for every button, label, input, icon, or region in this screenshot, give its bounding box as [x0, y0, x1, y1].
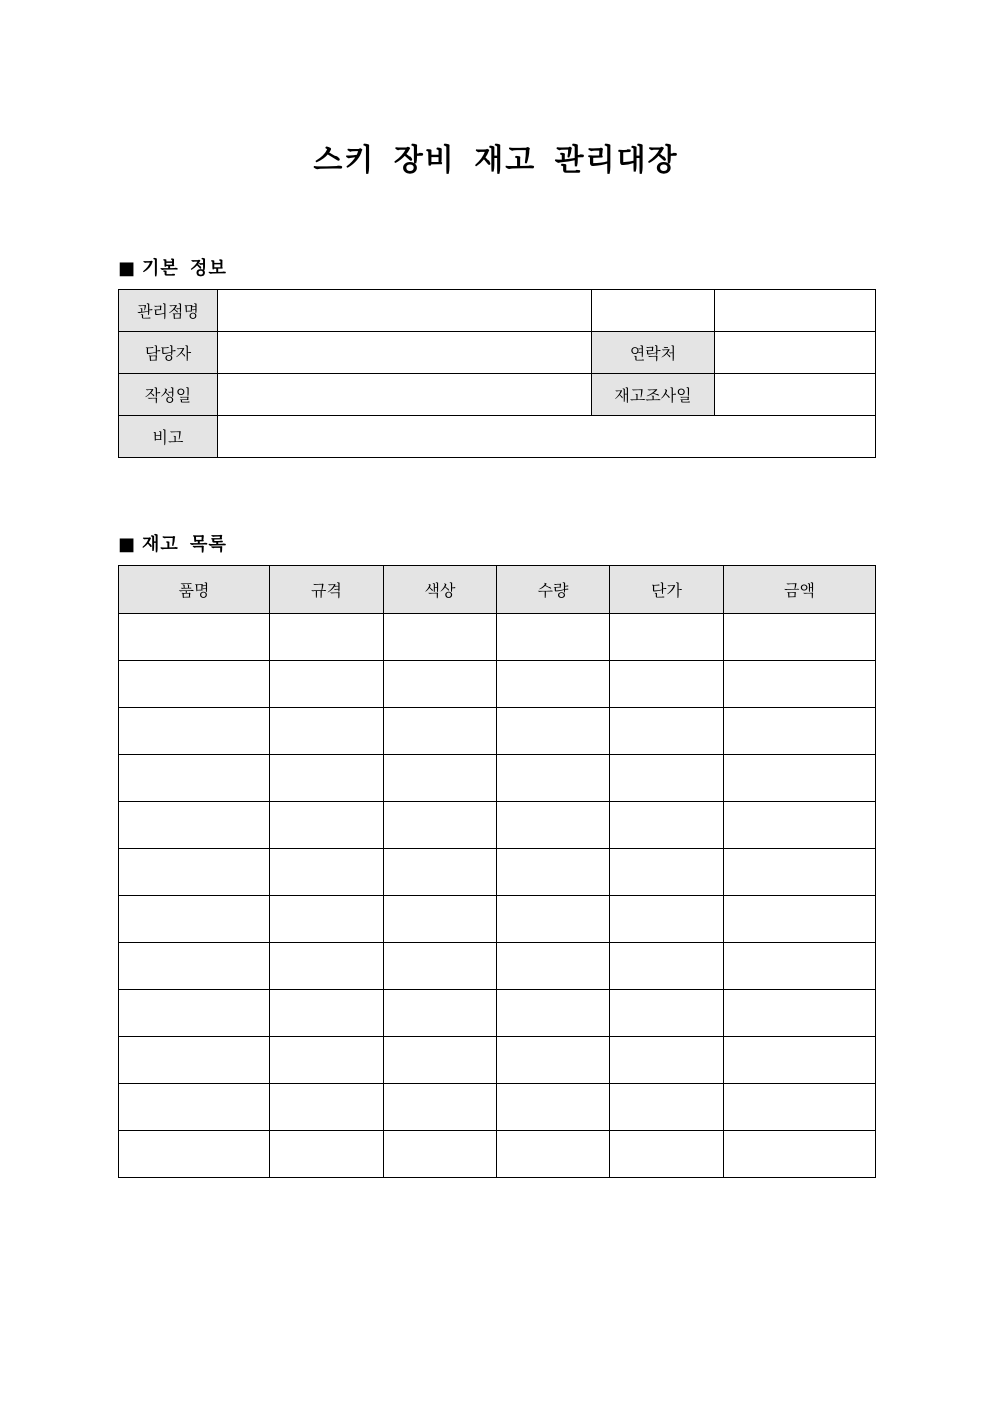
- column-header-item-name: 품명: [119, 566, 270, 614]
- inventory-date-label: 재고조사일: [592, 374, 715, 416]
- item-name-cell[interactable]: [119, 755, 270, 802]
- square-bullet-icon: ■: [118, 258, 137, 279]
- spec-cell[interactable]: [270, 1037, 384, 1084]
- color-cell[interactable]: [384, 990, 497, 1037]
- date-written-field[interactable]: [218, 374, 592, 416]
- unit-price-cell[interactable]: [610, 708, 724, 755]
- color-cell[interactable]: [384, 661, 497, 708]
- quantity-cell[interactable]: [497, 1037, 610, 1084]
- unit-price-cell[interactable]: [610, 896, 724, 943]
- table-row: [119, 708, 876, 755]
- spec-cell[interactable]: [270, 943, 384, 990]
- quantity-cell[interactable]: [497, 802, 610, 849]
- spec-cell[interactable]: [270, 708, 384, 755]
- table-row: [119, 614, 876, 661]
- store-name-label: 관리점명: [119, 290, 218, 332]
- table-row: [119, 661, 876, 708]
- unit-price-cell[interactable]: [610, 1131, 724, 1178]
- amount-cell[interactable]: [724, 943, 876, 990]
- item-name-cell[interactable]: [119, 990, 270, 1037]
- info-blank-label: [592, 290, 715, 332]
- column-header-color: 색상: [384, 566, 497, 614]
- square-bullet-icon: ■: [118, 534, 137, 555]
- spec-cell[interactable]: [270, 990, 384, 1037]
- date-written-label: 작성일: [119, 374, 218, 416]
- quantity-cell[interactable]: [497, 661, 610, 708]
- amount-cell[interactable]: [724, 1131, 876, 1178]
- info-row-store: [119, 290, 876, 332]
- unit-price-cell[interactable]: [610, 802, 724, 849]
- amount-cell[interactable]: [724, 990, 876, 1037]
- color-cell[interactable]: [384, 943, 497, 990]
- item-name-cell[interactable]: [119, 1131, 270, 1178]
- quantity-cell[interactable]: [497, 990, 610, 1037]
- quantity-cell[interactable]: [497, 614, 610, 661]
- spec-cell[interactable]: [270, 614, 384, 661]
- remarks-label: 비고: [119, 416, 218, 458]
- column-header-amount: 금액: [724, 566, 876, 614]
- unit-price-cell[interactable]: [610, 661, 724, 708]
- contact-field[interactable]: [715, 332, 876, 374]
- item-name-cell[interactable]: [119, 708, 270, 755]
- item-name-cell[interactable]: [119, 943, 270, 990]
- color-cell[interactable]: [384, 708, 497, 755]
- table-row: [119, 896, 876, 943]
- info-row-manager: [119, 332, 876, 374]
- item-name-cell[interactable]: [119, 802, 270, 849]
- color-cell[interactable]: [384, 1037, 497, 1084]
- manager-label: 담당자: [119, 332, 218, 374]
- inventory-table: [118, 565, 876, 1178]
- amount-cell[interactable]: [724, 1084, 876, 1131]
- info-row-dates: [119, 374, 876, 416]
- color-cell[interactable]: [384, 849, 497, 896]
- table-row: [119, 1037, 876, 1084]
- spec-cell[interactable]: [270, 1084, 384, 1131]
- color-cell[interactable]: [384, 1084, 497, 1131]
- inventory-heading-text: 재고 목록: [142, 534, 227, 555]
- quantity-cell[interactable]: [497, 849, 610, 896]
- amount-cell[interactable]: [724, 802, 876, 849]
- table-row: [119, 943, 876, 990]
- item-name-cell[interactable]: [119, 1037, 270, 1084]
- item-name-cell[interactable]: [119, 849, 270, 896]
- amount-cell[interactable]: [724, 896, 876, 943]
- item-name-cell[interactable]: [119, 614, 270, 661]
- table-row: [119, 1131, 876, 1178]
- unit-price-cell[interactable]: [610, 943, 724, 990]
- amount-cell[interactable]: [724, 661, 876, 708]
- remarks-field[interactable]: [218, 416, 876, 458]
- quantity-cell[interactable]: [497, 1131, 610, 1178]
- quantity-cell[interactable]: [497, 943, 610, 990]
- unit-price-cell[interactable]: [610, 1084, 724, 1131]
- basic-info-heading: [118, 254, 227, 280]
- unit-price-cell[interactable]: [610, 755, 724, 802]
- item-name-cell[interactable]: [119, 661, 270, 708]
- spec-cell[interactable]: [270, 896, 384, 943]
- color-cell[interactable]: [384, 614, 497, 661]
- inventory-date-field[interactable]: [715, 374, 876, 416]
- unit-price-cell[interactable]: [610, 849, 724, 896]
- unit-price-cell[interactable]: [610, 614, 724, 661]
- spec-cell[interactable]: [270, 849, 384, 896]
- color-cell[interactable]: [384, 755, 497, 802]
- column-header-quantity: 수량: [497, 566, 610, 614]
- amount-cell[interactable]: [724, 708, 876, 755]
- quantity-cell[interactable]: [497, 755, 610, 802]
- table-row: [119, 849, 876, 896]
- column-header-spec: 규격: [270, 566, 384, 614]
- column-header-unit-price: 단가: [610, 566, 724, 614]
- quantity-cell[interactable]: [497, 708, 610, 755]
- table-row: [119, 802, 876, 849]
- quantity-cell[interactable]: [497, 896, 610, 943]
- unit-price-cell[interactable]: [610, 1037, 724, 1084]
- inventory-heading: [118, 530, 227, 556]
- info-row-remarks: [119, 416, 876, 458]
- spec-cell[interactable]: [270, 1131, 384, 1178]
- item-name-cell[interactable]: [119, 1084, 270, 1131]
- basic-info-heading-text: 기본 정보: [142, 258, 227, 279]
- quantity-cell[interactable]: [497, 1084, 610, 1131]
- page-title: 스키 장비 재고 관리대장: [313, 143, 679, 178]
- basic-info-table: [118, 289, 876, 458]
- spec-cell[interactable]: [270, 802, 384, 849]
- item-name-cell[interactable]: [119, 896, 270, 943]
- amount-cell[interactable]: [724, 755, 876, 802]
- amount-cell[interactable]: [724, 849, 876, 896]
- manager-field[interactable]: [218, 332, 592, 374]
- spec-cell[interactable]: [270, 661, 384, 708]
- spec-cell[interactable]: [270, 755, 384, 802]
- amount-cell[interactable]: [724, 1037, 876, 1084]
- contact-label: 연락처: [592, 332, 715, 374]
- store-name-field[interactable]: [218, 290, 592, 332]
- table-row: [119, 755, 876, 802]
- inventory-header-row: [119, 566, 876, 614]
- color-cell[interactable]: [384, 1131, 497, 1178]
- color-cell[interactable]: [384, 896, 497, 943]
- amount-cell[interactable]: [724, 614, 876, 661]
- table-row: [119, 1084, 876, 1131]
- info-blank-field[interactable]: [715, 290, 876, 332]
- table-row: [119, 990, 876, 1037]
- color-cell[interactable]: [384, 802, 497, 849]
- unit-price-cell[interactable]: [610, 990, 724, 1037]
